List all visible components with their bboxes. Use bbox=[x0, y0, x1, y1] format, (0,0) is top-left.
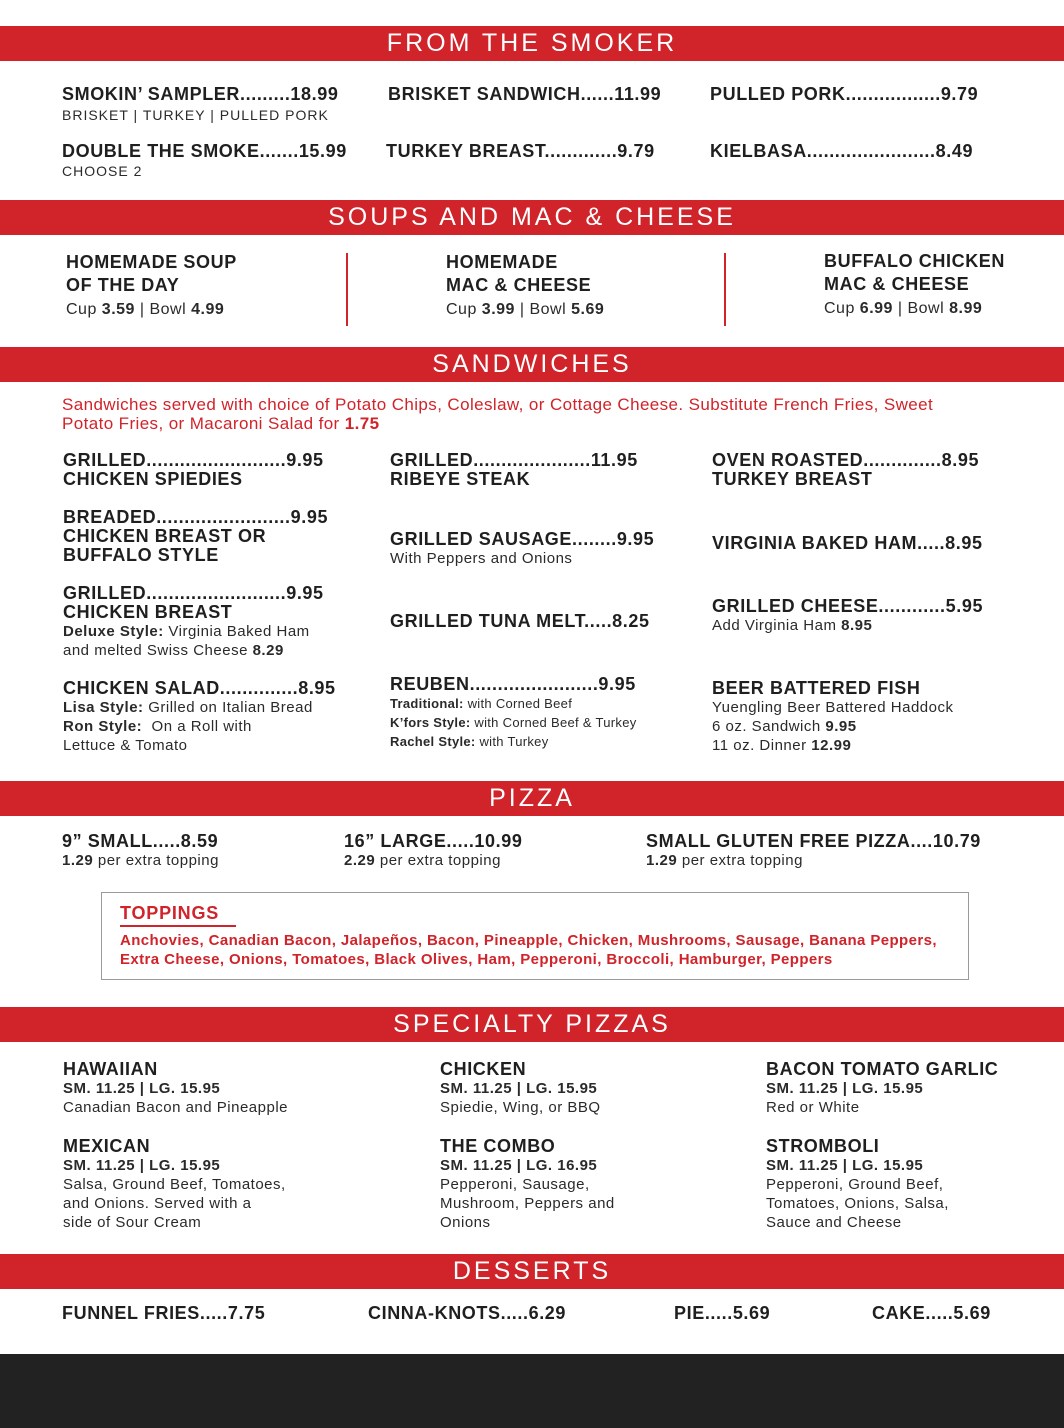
cup-label: Cup bbox=[446, 301, 482, 318]
menu-item-mexican bbox=[63, 1137, 286, 1232]
note-price: 1.75 bbox=[344, 414, 380, 433]
menu-item-large-pizza bbox=[344, 832, 522, 870]
item-title-line: GRILLED TUNA MELT.....8.25 bbox=[390, 611, 650, 631]
bowl-price: 4.99 bbox=[191, 301, 225, 318]
addon-price: 8.95 bbox=[841, 617, 873, 634]
size-price: 9.95 bbox=[825, 718, 857, 735]
style-text: and melted Swiss Cheese bbox=[63, 642, 253, 659]
item-title-line: MEXICAN bbox=[63, 1136, 151, 1156]
topping-price-value: 2.29 bbox=[344, 852, 376, 869]
style-text: Virginia Baked Ham bbox=[163, 623, 310, 640]
bowl-label: | Bowl bbox=[134, 301, 192, 318]
item-title-line: THE COMBO bbox=[440, 1136, 556, 1156]
menu-item-stromboli bbox=[766, 1137, 949, 1232]
menu-item-small-pizza bbox=[62, 832, 219, 870]
menu-item-the-combo bbox=[440, 1137, 615, 1232]
item-price: SM. 11.25 | LG. 15.95 bbox=[766, 1080, 924, 1097]
topping-price bbox=[646, 851, 981, 870]
section-header-smoker: FROM THE SMOKER bbox=[0, 26, 1064, 61]
item-price: SM. 11.25 | LG. 15.95 bbox=[440, 1080, 598, 1097]
item-title-line: TURKEY BREAST bbox=[712, 469, 873, 489]
style-text: with Corned Beef bbox=[463, 696, 573, 711]
item-title-line: SMALL GLUTEN FREE PIZZA....10.79 bbox=[646, 831, 981, 851]
cup-price: 3.59 bbox=[101, 301, 135, 318]
item-description bbox=[712, 616, 983, 635]
menu-item-kielbasa: KIELBASA.......................8.49 bbox=[710, 141, 974, 161]
toppings-line: Extra Cheese, Onions, Tomatoes, Black Olives, Ham, Pepperoni, Broccoli, Hamburger, Peppers bbox=[120, 951, 833, 968]
menu-item-pulled-pork: PULLED PORK.................9.79 bbox=[710, 84, 979, 104]
style-label: Ron Style: bbox=[63, 718, 143, 735]
item-title-line: GRILLED.........................9.95 bbox=[63, 583, 324, 603]
item-title-line: CHICKEN SPIEDIES bbox=[63, 469, 243, 489]
style-text: Lettuce & Tomato bbox=[63, 737, 188, 754]
size-price: 12.99 bbox=[811, 737, 852, 754]
toppings-title: TOPPINGS bbox=[120, 903, 220, 923]
item-title-line: GRILLED CHEESE............5.95 bbox=[712, 596, 984, 616]
item-description: Canadian Bacon and Pineapple bbox=[63, 1099, 289, 1116]
style-option bbox=[390, 694, 637, 713]
item-title-line: HAWAIIAN bbox=[63, 1059, 158, 1079]
note-line: Sandwiches served with choice of Potato Chips, Coleslaw, or Cottage Cheese. Substitute French Fries, Sweet bbox=[62, 395, 934, 414]
style-label: Rachel Style: bbox=[390, 734, 476, 749]
menu-item-description: BRISKET | TURKEY | PULLED PORK bbox=[62, 107, 329, 123]
column-divider bbox=[346, 253, 348, 326]
cup-bowl-prices bbox=[446, 297, 604, 323]
menu-item-chicken-salad bbox=[63, 679, 336, 755]
size-label: 11 oz. Dinner bbox=[712, 737, 812, 754]
menu-item-beer-battered-fish bbox=[712, 679, 954, 755]
menu-item-virginia-baked-ham bbox=[712, 534, 983, 553]
menu-item-double-the-smoke: DOUBLE THE SMOKE.......15.99 bbox=[62, 141, 347, 161]
style-text: with Turkey bbox=[475, 734, 549, 749]
style-price: 8.29 bbox=[252, 642, 284, 659]
menu-item-pie: PIE.....5.69 bbox=[674, 1303, 771, 1323]
toppings-list bbox=[120, 931, 937, 969]
section-header-sandwiches: SANDWICHES bbox=[0, 347, 1064, 382]
topping-price-label: per extra topping bbox=[93, 852, 219, 869]
menu-item-grilled-chicken-spiedies bbox=[63, 451, 324, 489]
style-option bbox=[63, 641, 324, 660]
menu-item-buffalo-mac bbox=[824, 250, 1005, 322]
cup-label: Cup bbox=[824, 300, 860, 317]
footer-bar bbox=[0, 1354, 1064, 1428]
item-description: side of Sour Cream bbox=[63, 1214, 202, 1231]
menu-item-turkey-breast: TURKEY BREAST.............9.79 bbox=[386, 141, 655, 161]
menu-item-oven-roasted-turkey bbox=[712, 451, 979, 489]
menu-item-description: CHOOSE 2 bbox=[62, 163, 143, 179]
item-description: Tomatoes, Onions, Salsa, bbox=[766, 1195, 949, 1212]
style-option bbox=[63, 622, 324, 641]
size-option bbox=[712, 736, 954, 755]
item-price: SM. 11.25 | LG. 15.95 bbox=[63, 1080, 221, 1097]
style-option bbox=[390, 732, 637, 751]
item-description: With Peppers and Onions bbox=[390, 550, 573, 567]
menu-item-gluten-free-pizza bbox=[646, 832, 981, 870]
style-label: Traditional: bbox=[390, 696, 464, 711]
item-title-line: GRILLED SAUSAGE........9.95 bbox=[390, 529, 655, 549]
item-description: Sauce and Cheese bbox=[766, 1214, 902, 1231]
item-description: Pepperoni, Sausage, bbox=[440, 1176, 590, 1193]
item-title-line: 16” LARGE.....10.99 bbox=[344, 831, 523, 851]
bowl-price: 8.99 bbox=[949, 300, 983, 317]
menu-item-bacon-tomato-garlic bbox=[766, 1060, 998, 1117]
item-title-line: CHICKEN bbox=[440, 1059, 527, 1079]
item-price: SM. 11.25 | LG. 16.95 bbox=[440, 1157, 598, 1174]
cup-bowl-prices bbox=[824, 296, 1005, 322]
section-header-specialty: SPECIALTY PIZZAS bbox=[0, 1007, 1064, 1042]
item-price: SM. 11.25 | LG. 15.95 bbox=[766, 1157, 924, 1174]
menu-item-funnel-fries: FUNNEL FRIES.....7.75 bbox=[62, 1303, 266, 1323]
item-title-line: BUFFALO CHICKEN bbox=[824, 251, 1005, 271]
item-title-line: CHICKEN BREAST OR bbox=[63, 526, 267, 546]
topping-price-value: 1.29 bbox=[646, 852, 678, 869]
menu-item-grilled-sausage bbox=[390, 530, 654, 568]
section-header-desserts: DESSERTS bbox=[0, 1254, 1064, 1289]
addon-text: Add Virginia Ham bbox=[712, 617, 842, 634]
menu-item-hawaiian bbox=[63, 1060, 288, 1117]
menu-item-grilled-cheese bbox=[712, 597, 983, 635]
item-description: Pepperoni, Ground Beef, bbox=[766, 1176, 944, 1193]
item-title-line: OVEN ROASTED..............8.95 bbox=[712, 450, 980, 470]
menu-item-cake: CAKE.....5.69 bbox=[872, 1303, 991, 1323]
menu-item-grilled-ribeye bbox=[390, 451, 638, 489]
topping-price-label: per extra topping bbox=[375, 852, 501, 869]
menu-item-homemade-mac bbox=[446, 251, 604, 323]
menu-item-smokin-sampler: SMOKIN’ SAMPLER.........18.99 bbox=[62, 84, 339, 104]
item-price: SM. 11.25 | LG. 15.95 bbox=[63, 1157, 221, 1174]
note-line bbox=[62, 414, 1022, 433]
section-header-pizza: PIZZA bbox=[0, 781, 1064, 816]
item-title-line: VIRGINIA BAKED HAM.....8.95 bbox=[712, 533, 983, 553]
item-title-line: OF THE DAY bbox=[66, 275, 180, 295]
item-title-line: GRILLED.........................9.95 bbox=[63, 450, 324, 470]
item-description: and Onions. Served with a bbox=[63, 1195, 252, 1212]
item-title-line: HOMEMADE bbox=[446, 252, 558, 272]
item-description: Yuengling Beer Battered Haddock bbox=[712, 699, 954, 716]
menu-item-breaded-chicken bbox=[63, 508, 328, 565]
item-title-line: RIBEYE STEAK bbox=[390, 469, 531, 489]
sandwich-sides-note bbox=[62, 395, 1022, 433]
item-title-line: BUFFALO STYLE bbox=[63, 545, 219, 565]
toppings-line: Anchovies, Canadian Bacon, Jalapeños, Bacon, Pineapple, Chicken, Mushrooms, Sausage, Banana Peppers, bbox=[120, 932, 937, 949]
menu-item-cinna-knots: CINNA-KNOTS.....6.29 bbox=[368, 1303, 567, 1323]
style-text: with Corned Beef & Turkey bbox=[470, 715, 637, 730]
item-description: Mushroom, Peppers and bbox=[440, 1195, 615, 1212]
cup-label: Cup bbox=[66, 301, 102, 318]
toppings-underline bbox=[120, 925, 236, 927]
item-title-line: CHICKEN BREAST bbox=[63, 602, 233, 622]
style-label: Lisa Style: bbox=[63, 699, 144, 716]
bowl-label: | Bowl bbox=[892, 300, 950, 317]
topping-price bbox=[62, 851, 219, 870]
size-label: 6 oz. Sandwich bbox=[712, 718, 826, 735]
item-title-line: 9” SMALL.....8.59 bbox=[62, 831, 219, 851]
item-title-line: BREADED........................9.95 bbox=[63, 507, 329, 527]
item-title-line: MAC & CHEESE bbox=[824, 274, 970, 294]
toppings-box bbox=[101, 892, 969, 980]
item-title-line: REUBEN.......................9.95 bbox=[390, 674, 636, 694]
style-option bbox=[390, 713, 637, 732]
menu-item-grilled-tuna-melt bbox=[390, 612, 650, 631]
topping-price-value: 1.29 bbox=[62, 852, 94, 869]
topping-price bbox=[344, 851, 522, 870]
cup-price: 6.99 bbox=[859, 300, 893, 317]
style-text: On a Roll with bbox=[142, 718, 252, 735]
menu-item-reuben bbox=[390, 675, 637, 751]
bowl-price: 5.69 bbox=[571, 301, 605, 318]
style-option bbox=[63, 717, 336, 736]
menu-item-homemade-soup bbox=[66, 251, 237, 323]
item-description: Red or White bbox=[766, 1099, 860, 1116]
style-label: K’fors Style: bbox=[390, 715, 471, 730]
item-title-line: HOMEMADE SOUP bbox=[66, 252, 237, 272]
item-description: Onions bbox=[440, 1214, 491, 1231]
item-title-line: CHICKEN SALAD..............8.95 bbox=[63, 678, 336, 698]
topping-price-label: per extra topping bbox=[677, 852, 803, 869]
menu-item-brisket-sandwich: BRISKET SANDWICH......11.99 bbox=[388, 84, 662, 104]
item-title-line: STROMBOLI bbox=[766, 1136, 880, 1156]
item-description: Salsa, Ground Beef, Tomatoes, bbox=[63, 1176, 286, 1193]
menu-item-chicken-pizza bbox=[440, 1060, 601, 1117]
item-title-line: GRILLED.....................11.95 bbox=[390, 450, 638, 470]
style-text: Grilled on Italian Bread bbox=[143, 699, 313, 716]
item-title-line: BEER BATTERED FISH bbox=[712, 678, 921, 698]
style-option bbox=[63, 698, 336, 717]
item-description: Spiedie, Wing, or BBQ bbox=[440, 1099, 601, 1116]
column-divider bbox=[724, 253, 726, 326]
bowl-label: | Bowl bbox=[514, 301, 572, 318]
cup-price: 3.99 bbox=[481, 301, 515, 318]
menu-item-grilled-chicken-breast bbox=[63, 584, 324, 660]
section-header-soups: SOUPS AND MAC & CHEESE bbox=[0, 200, 1064, 235]
cup-bowl-prices bbox=[66, 297, 237, 323]
size-option bbox=[712, 717, 954, 736]
item-title-line: BACON TOMATO GARLIC bbox=[766, 1059, 999, 1079]
item-title-line: MAC & CHEESE bbox=[446, 275, 592, 295]
note-text: Potato Fries, or Macaroni Salad for bbox=[62, 414, 345, 433]
style-label: Deluxe Style: bbox=[63, 623, 164, 640]
